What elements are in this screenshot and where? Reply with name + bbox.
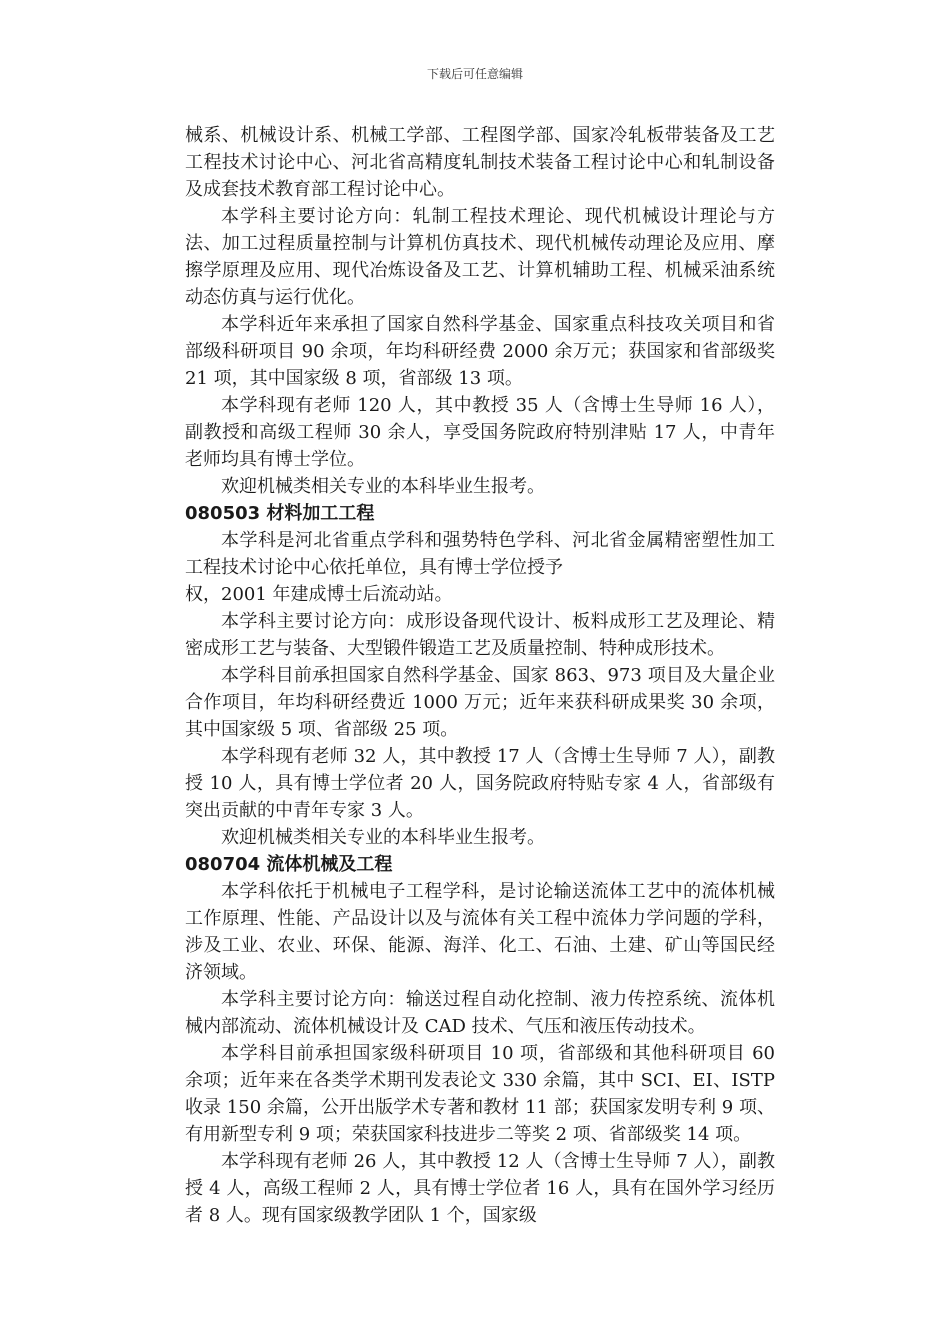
- paragraph-faculty: 本学科现有老师 26 人，其中教授 12 人（含博士生导师 7 人），副教授 4 人，高级工程师 2 人，具有博士学位者 16 人，具有在国外学习经历者 8 人。现有国家级教学团队 1 个，国家级: [185, 1151, 775, 1226]
- document-body: [185, 122, 775, 1229]
- paragraph-research-directions: 本学科主要讨论方向：成形设备现代设计、板料成形工艺及理论、精密成形工艺与装备、大型锻件锻造工艺及质量控制、特种成形技术。: [185, 611, 775, 659]
- paragraph-research-projects: 本学科近年来承担了国家自然科学基金、国家重点科技攻关项目和省部级科研项目 90 余项，年均科研经费 2000 余万元；获国家和省部级奖 21 项，其中国家级 8 项，省部级 13 项。: [185, 314, 775, 389]
- paragraph-research-projects: 本学科目前承担国家自然科学基金、国家 863、973 项目及大量企业合作项目，年均科研经费近 1000 万元；近年来获科研成果奖 30 余项，其中国家级 5 项、省部级 25 项。: [185, 665, 775, 740]
- paragraph-faculty: 本学科现有老师 120 人，其中教授 35 人（含博士生导师 16 人），副教授和高级工程师 30 余人，享受国务院政府特别津贴 17 人，中青年老师均具有博士学位。: [185, 395, 775, 470]
- paragraph-research-projects: 本学科目前承担国家级科研项目 10 项，省部级和其他科研项目 60 余项；近年来在各类学术期刊发表论文 330 余篇，其中 SCI、EI、ISTP 收录 150 余篇，公开出版学术专著和教材 11 部；获国家发明专利 9 项、有用新型专利 9 项；荣获国家科技进步二等奖 2 项、省部级奖 14 项。: [185, 1043, 775, 1145]
- paragraph-research-directions: 本学科主要讨论方向：输送过程自动化控制、液力传控系统、流体机械内部流动、流体机械设计及 CAD 技术、气压和液压传动技术。: [185, 989, 775, 1037]
- paragraph-research-directions: 本学科主要讨论方向：轧制工程技术理论、现代机械设计理论与方法、加工过程质量控制与计算机仿真技术、现代机械传动理论及应用、摩擦学原理及应用、现代冶炼设备及工艺、计算机辅助工程、机械采油系统动态仿真与运行优化。: [185, 206, 775, 308]
- paragraph-welcome: 欢迎机械类相关专业的本科毕业生报考。: [221, 827, 545, 848]
- paragraph-welcome: 欢迎机械类相关专业的本科毕业生报考。: [221, 476, 545, 497]
- paragraph-intro: 本学科依托于机械电子工程学科，是讨论输送流体工艺中的流体机械工作原理、性能、产品设计以及与流体有关工程中流体力学问题的学科，涉及工业、农业、环保、能源、海洋、化工、石油、土建、矿山等国民经济领域。: [185, 881, 775, 983]
- paragraph-faculty: 本学科现有老师 32 人，其中教授 17 人（含博士生导师 7 人），副教授 10 人，具有博士学位者 20 人，国务院政府特贴专家 4 人，省部级有突出贡献的中青年专家 3 人。: [185, 746, 775, 821]
- section-heading-080704: 080704 流体机械及工程: [185, 854, 393, 875]
- section-heading-080503: 080503 材料加工工程: [185, 503, 375, 524]
- paragraph-continuation: 械系、机械设计系、机械工学部、工程图学部、国家冷轧板带装备及工艺工程技术讨论中心、河北省高精度轧制技术装备工程讨论中心和轧制设备及成套技术教育部工程讨论中心。: [185, 125, 775, 200]
- page-header: 下载后可任意编辑: [426, 67, 523, 81]
- paragraph-intro-continuation: 权，2001 年建成博士后流动站。: [185, 584, 453, 605]
- paragraph-intro: 本学科是河北省重点学科和强势特色学科、河北省金属精密塑性加工工程技术讨论中心依托单位，具有博士学位授予: [185, 530, 775, 578]
